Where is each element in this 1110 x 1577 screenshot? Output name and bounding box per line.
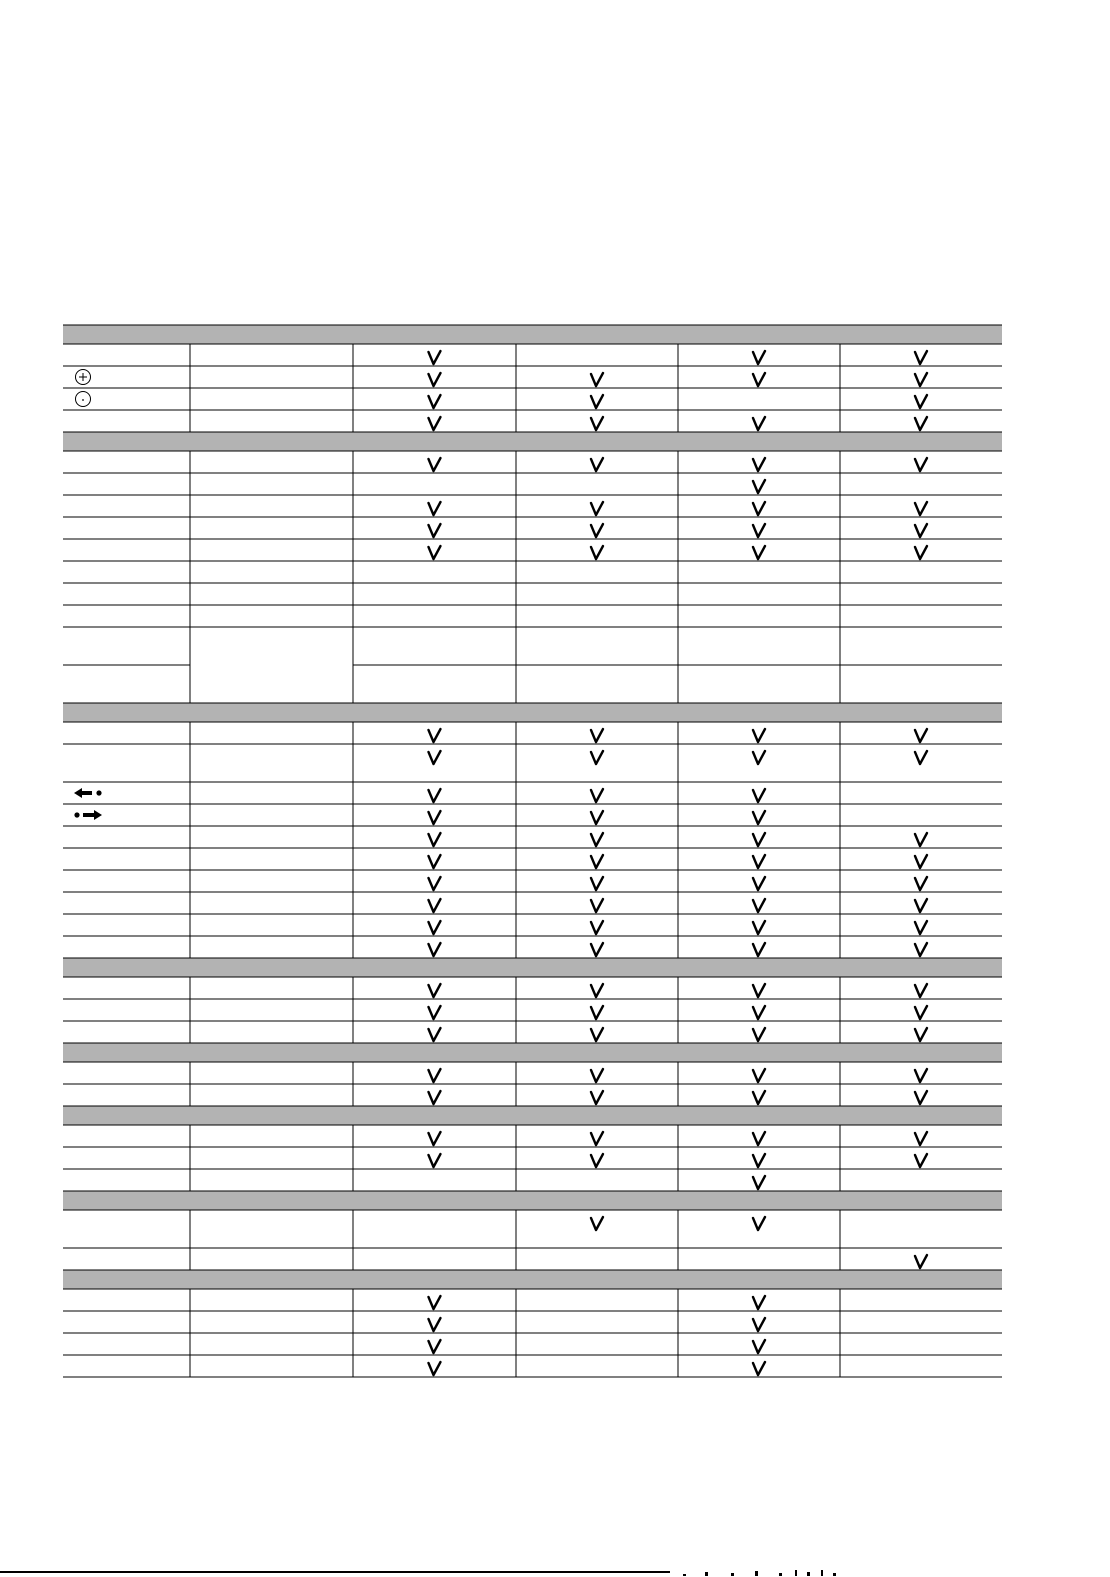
check-mark: [591, 751, 603, 764]
check-mark: [753, 1069, 765, 1082]
table-row: [63, 870, 1002, 892]
section-header: [63, 703, 1002, 722]
check-mark: [753, 1006, 765, 1019]
table-row: [63, 722, 1002, 744]
check-mark: [753, 546, 765, 559]
table-row: [63, 826, 1002, 848]
check-mark: [429, 811, 441, 824]
check-mark: [753, 877, 765, 890]
check-mark: [591, 833, 603, 846]
table-row: [63, 848, 1002, 870]
check-mark: [753, 729, 765, 742]
check-mark: [591, 943, 603, 956]
section-header: [63, 958, 1002, 977]
table-row: [63, 451, 1002, 473]
check-mark: [915, 877, 927, 890]
table-row: [63, 1147, 1002, 1169]
table-row: [63, 804, 1002, 826]
table-row: [63, 977, 1002, 999]
check-mark: [753, 417, 765, 430]
check-mark: [915, 395, 927, 408]
section-header: [63, 1191, 1002, 1210]
check-mark: [591, 417, 603, 430]
table-row: [63, 1125, 1002, 1147]
check-mark: [429, 855, 441, 868]
dot-arrow-right-icon: [74, 810, 102, 820]
check-mark: [429, 395, 441, 408]
check-mark: [753, 855, 765, 868]
table-row: [63, 388, 1002, 410]
check-mark: [915, 546, 927, 559]
check-mark: [429, 1069, 441, 1082]
check-mark: [753, 984, 765, 997]
check-mark: [591, 1132, 603, 1145]
table-row: [63, 1289, 1002, 1311]
table-row: [63, 782, 1002, 804]
check-mark: [591, 1154, 603, 1167]
check-mark: [915, 373, 927, 386]
check-mark: [915, 943, 927, 956]
page-bottom-rule: [0, 1571, 670, 1573]
check-mark: [429, 1132, 441, 1145]
check-mark: [429, 373, 441, 386]
table-row: [63, 1311, 1002, 1333]
table-row: [63, 1021, 1002, 1043]
check-mark: [429, 1006, 441, 1019]
table-row: [63, 744, 1002, 782]
check-mark: [429, 729, 441, 742]
check-mark: [591, 1091, 603, 1104]
table-row: [63, 1169, 1002, 1191]
check-mark: [915, 984, 927, 997]
check-mark: [753, 943, 765, 956]
check-mark: [915, 899, 927, 912]
check-mark: [429, 833, 441, 846]
check-mark: [591, 524, 603, 537]
check-mark: [915, 1154, 927, 1167]
check-mark: [915, 1132, 927, 1145]
check-mark: [753, 1296, 765, 1309]
check-mark: [915, 1069, 927, 1082]
check-mark: [591, 1006, 603, 1019]
check-mark: [429, 1340, 441, 1353]
check-mark: [591, 502, 603, 515]
check-mark: [753, 524, 765, 537]
check-mark: [591, 729, 603, 742]
check-mark: [429, 351, 441, 364]
table-row: [63, 410, 1002, 432]
check-mark: [753, 1217, 765, 1230]
check-mark: [753, 373, 765, 386]
table-row: [63, 1062, 1002, 1084]
check-mark: [591, 921, 603, 934]
table-row: [63, 936, 1002, 958]
check-mark: [429, 1318, 441, 1331]
arrow-left-dot-icon: [74, 788, 102, 798]
check-mark: [753, 789, 765, 802]
check-mark: [915, 502, 927, 515]
check-mark: [753, 833, 765, 846]
check-mark: [915, 351, 927, 364]
page-bottom-marks: [683, 1569, 853, 1577]
check-mark: [591, 373, 603, 386]
dot-circle-icon: [76, 392, 91, 407]
check-mark: [915, 1006, 927, 1019]
check-mark: [915, 524, 927, 537]
check-mark: [591, 395, 603, 408]
table-row: [63, 366, 1002, 388]
check-mark: [591, 855, 603, 868]
check-mark: [591, 877, 603, 890]
check-mark: [429, 751, 441, 764]
check-mark: [429, 1296, 441, 1309]
table-row: [63, 1248, 1002, 1270]
check-mark: [591, 899, 603, 912]
check-mark: [429, 546, 441, 559]
check-mark: [753, 1362, 765, 1375]
check-mark: [429, 502, 441, 515]
section-header: [63, 432, 1002, 451]
check-mark: [915, 417, 927, 430]
check-mark: [591, 1217, 603, 1230]
table-row: [63, 561, 1002, 583]
check-mark: [915, 729, 927, 742]
check-mark: [915, 833, 927, 846]
check-mark: [429, 1028, 441, 1041]
table-row: [63, 605, 1002, 627]
check-mark: [591, 984, 603, 997]
table-row: [63, 1210, 1002, 1248]
check-mark: [753, 502, 765, 515]
check-mark: [753, 1091, 765, 1104]
check-mark: [753, 811, 765, 824]
check-mark: [915, 855, 927, 868]
check-mark: [915, 1255, 927, 1268]
check-mark: [753, 480, 765, 493]
table-row: [63, 999, 1002, 1021]
table-row: [63, 539, 1002, 561]
check-mark: [429, 1362, 441, 1375]
table-row: [63, 517, 1002, 539]
table-row: [63, 583, 1002, 605]
check-mark: [429, 943, 441, 956]
plus-circle-icon: [76, 370, 91, 385]
check-mark: [591, 1069, 603, 1082]
check-mark: [753, 458, 765, 471]
check-mark: [429, 458, 441, 471]
table-row: [63, 1084, 1002, 1106]
check-mark: [591, 1028, 603, 1041]
check-mark: [915, 921, 927, 934]
check-mark: [429, 984, 441, 997]
section-header: [63, 1270, 1002, 1289]
check-mark: [915, 1028, 927, 1041]
check-mark: [429, 417, 441, 430]
table-row: [63, 627, 1002, 665]
check-mark: [753, 1318, 765, 1331]
table-row: [63, 344, 1002, 366]
check-mark: [753, 1132, 765, 1145]
table-row: [63, 1355, 1002, 1377]
check-mark: [753, 1154, 765, 1167]
check-mark: [753, 1340, 765, 1353]
check-mark: [915, 458, 927, 471]
check-mark: [429, 789, 441, 802]
table-row: [63, 914, 1002, 936]
table-row: [63, 1333, 1002, 1355]
check-mark: [591, 811, 603, 824]
check-mark: [591, 546, 603, 559]
check-mark: [753, 921, 765, 934]
check-mark: [429, 1154, 441, 1167]
check-mark: [429, 899, 441, 912]
check-mark: [429, 877, 441, 890]
table-row: [63, 495, 1002, 517]
check-mark: [915, 751, 927, 764]
check-mark: [915, 1091, 927, 1104]
section-header: [63, 1106, 1002, 1125]
check-mark: [429, 921, 441, 934]
check-mark: [753, 1176, 765, 1189]
check-mark: [591, 458, 603, 471]
check-mark: [429, 1091, 441, 1104]
check-mark: [753, 1028, 765, 1041]
table-row: [63, 892, 1002, 914]
check-mark: [753, 899, 765, 912]
table-row: [63, 665, 1002, 703]
check-mark: [429, 524, 441, 537]
check-mark: [753, 351, 765, 364]
section-header: [63, 325, 1002, 344]
check-mark: [753, 751, 765, 764]
table-row: [63, 473, 1002, 495]
check-mark: [591, 789, 603, 802]
section-header: [63, 1043, 1002, 1062]
